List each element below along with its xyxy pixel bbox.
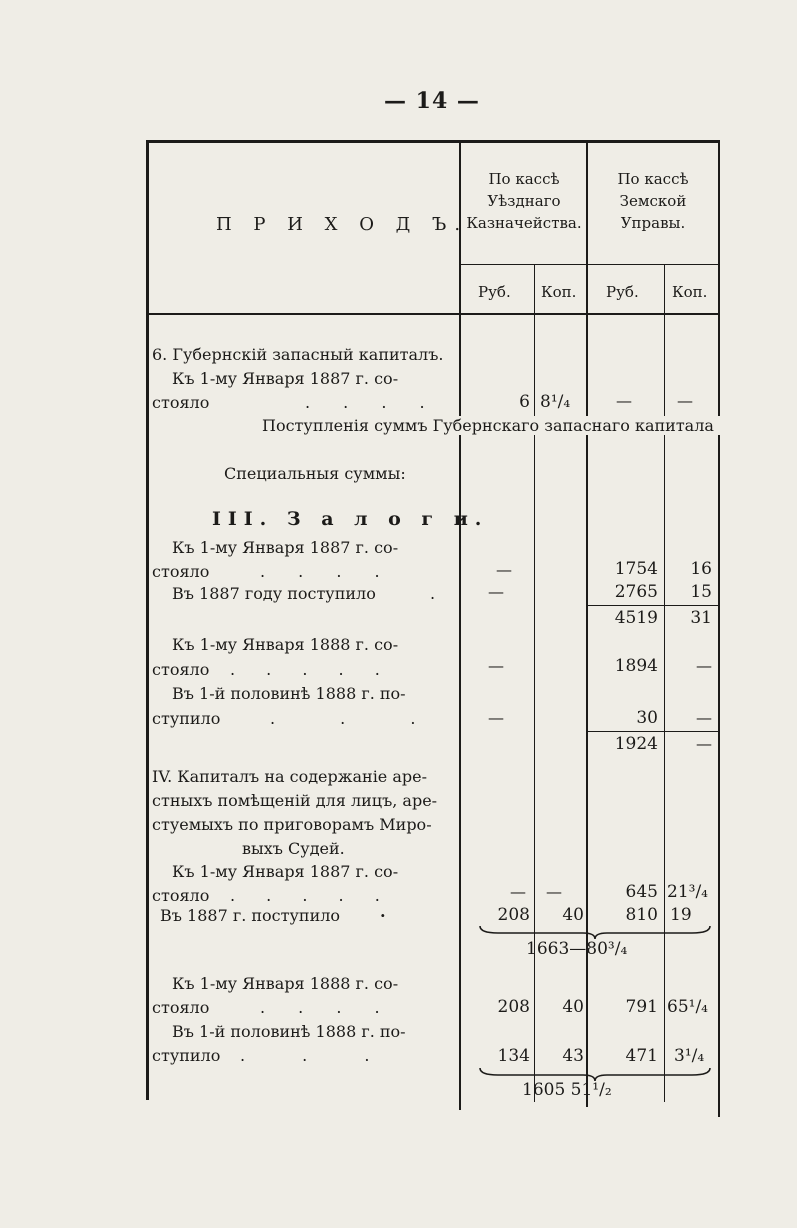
- section4-row2-dots: .: [380, 902, 386, 921]
- section4-title-2: стныхъ помѣщеній для лицъ, аре-: [152, 791, 438, 810]
- section3-row3-b: стояло: [152, 660, 210, 679]
- section3-row4-kop: —: [696, 708, 712, 727]
- header-bottom-rule: [148, 313, 719, 315]
- section4-row3-rub: 791: [625, 997, 658, 1017]
- section6-zemstvo-kop: —: [677, 391, 693, 410]
- section4-row2-kop: 19: [670, 905, 692, 925]
- table-right-rule: [718, 142, 720, 1117]
- special-sums-heading: Специальныя суммы:: [224, 464, 406, 483]
- section4-title-3: стуемыхъ по приговорамъ Миро-: [152, 815, 432, 834]
- section6-dots: . . . .: [305, 393, 439, 412]
- section6-line2: стояло: [152, 393, 210, 412]
- col-divider-1: [459, 142, 461, 1110]
- section6-treasury-kop: 8¹/₄: [540, 392, 571, 412]
- section4-row4-rub: 471: [625, 1046, 658, 1066]
- section3-sum1-kop: 31: [690, 608, 712, 628]
- page-number: — 14 —: [384, 88, 480, 114]
- zemstvo-column-header: По кассѣ Земской Управы.: [617, 170, 689, 232]
- treasury-rub-header: Руб.: [478, 283, 511, 301]
- zemstvo-rub-header: Руб.: [606, 283, 639, 301]
- zemstvo-kop-header: Коп.: [672, 283, 708, 301]
- section3-row2-rub: 2765: [614, 582, 658, 602]
- section3-row4-b: ступило: [152, 709, 221, 728]
- section3-row2-treasury: —: [488, 582, 504, 601]
- section3-row4-treasury: —: [488, 708, 504, 727]
- section3-row1-dots: . . . .: [260, 562, 394, 581]
- section3-row1-treasury: —: [496, 560, 512, 579]
- section4-row2-treasury-rub: 208: [497, 905, 530, 925]
- section4-row3-treasury-rub: 208: [497, 997, 530, 1017]
- treasury-kop-header: Коп.: [541, 283, 577, 301]
- section4-row4-treasury-rub: 134: [497, 1046, 530, 1066]
- income-heading: П Р И Х О Д Ъ.: [216, 214, 469, 235]
- section3-sum2-rule: [588, 731, 718, 732]
- section3-row1-rub: 1754: [614, 559, 658, 579]
- section3-row1-kop: 16: [690, 559, 712, 579]
- receipts-heading: Поступленія суммъ Губернскаго запаснаго капитала: [262, 416, 720, 435]
- section4-row1-dots: . . . . .: [230, 886, 393, 905]
- section4-row2: Въ 1887 г. поступило: [160, 906, 341, 925]
- section3-row4-rub: 30: [636, 708, 658, 728]
- kop-divider-1: [534, 264, 535, 1102]
- section4-title-1: IV. Капиталъ на содержаніе аре-: [152, 767, 428, 786]
- section4-row4-kop: 3¹/₄: [674, 1046, 705, 1066]
- section6-treasury-rub: 6: [519, 392, 530, 412]
- section3-row2: Въ 1887 году поступило: [172, 584, 376, 603]
- section3-sum1-rub: 4519: [614, 608, 658, 628]
- section4-row2-treasury-kop: 40: [562, 905, 584, 925]
- section6-title: 6. Губернскій запасный капиталъ.: [152, 345, 444, 364]
- section4-row1-a: Къ 1-му Января 1887 г. со-: [172, 862, 399, 881]
- section3-title: III. З а л о г и.: [212, 508, 489, 530]
- section4-row3-treasury-kop: 40: [562, 997, 584, 1017]
- section3-row4-dots: . . .: [270, 709, 446, 728]
- subheader-rule: [461, 264, 719, 265]
- section4-row1-b: стояло: [152, 886, 210, 905]
- section4-row4-b: ступило: [152, 1046, 221, 1065]
- section4-total2: 1605 51¹/₂: [522, 1080, 612, 1100]
- treasury-column-header: По кассѣ Уѣзднаго Казначейства.: [466, 170, 582, 232]
- kop-divider-2: [664, 264, 665, 1102]
- section4-row2-rub: 810: [625, 905, 658, 925]
- section3-row3-a: Къ 1-му Января 1888 г. со-: [172, 635, 399, 654]
- table-left-rule: [146, 142, 149, 1100]
- section3-sum2-rub: 1924: [614, 734, 658, 754]
- section4-row1-kop: 21³/₄: [667, 882, 708, 902]
- section3-sum1-rule: [588, 605, 718, 606]
- section4-row4-a: Въ 1-й половинѣ 1888 г. по-: [172, 1022, 406, 1041]
- section4-row3-dots: . . . .: [260, 998, 394, 1017]
- section3-row3-rub: 1894: [614, 656, 658, 676]
- section4-row1-treasury-rub: —: [510, 882, 526, 901]
- section3-row3-treasury: —: [488, 656, 504, 675]
- section4-row3-a: Къ 1-му Января 1888 г. со-: [172, 974, 399, 993]
- col-divider-2: [586, 142, 588, 1107]
- section6-zemstvo-rub: —: [616, 391, 632, 410]
- section4-total1-brace: [478, 924, 712, 940]
- section3-row3-kop: —: [696, 656, 712, 675]
- section4-title-4: выхъ Судей.: [242, 839, 345, 858]
- section3-row2-dots: .: [430, 584, 436, 603]
- table-top-rule: [146, 140, 720, 143]
- section4-row4-treasury-kop: 43: [562, 1046, 584, 1066]
- section4-row1-treasury-kop: —: [546, 882, 562, 901]
- section4-row1-rub: 645: [625, 882, 658, 902]
- section6-line1: Къ 1-му Января 1887 г. со-: [172, 369, 399, 388]
- section4-total1: 1663—80³/₄: [526, 939, 628, 959]
- section4-row3-kop: 65¹/₄: [667, 997, 708, 1017]
- section4-row3-b: стояло: [152, 998, 210, 1017]
- section3-row1-b: стояло: [152, 562, 210, 581]
- section3-row3-dots: . . . . .: [230, 660, 393, 679]
- section3-row4-a: Въ 1-й половинѣ 1888 г. по-: [172, 684, 406, 703]
- section3-row2-kop: 15: [690, 582, 712, 602]
- section4-row4-dots: . . .: [240, 1046, 396, 1065]
- section3-sum2-kop: —: [696, 734, 712, 753]
- section3-row1-a: Къ 1-му Января 1887 г. со-: [172, 538, 399, 557]
